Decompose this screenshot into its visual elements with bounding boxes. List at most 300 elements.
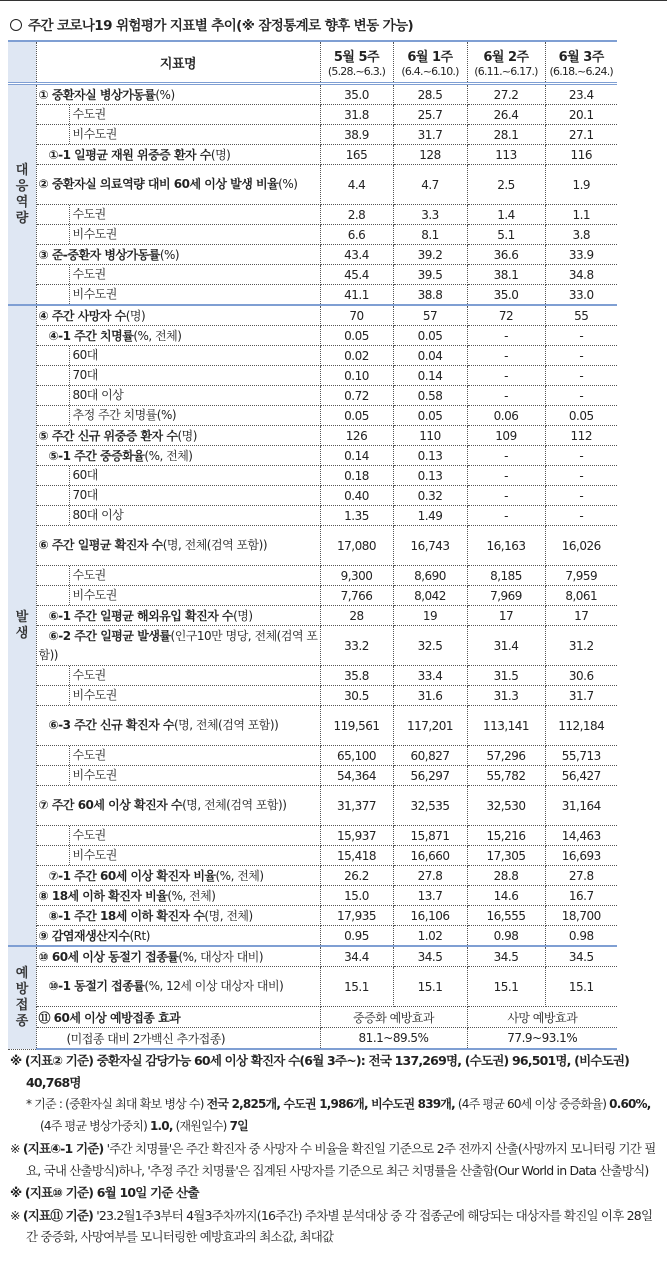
indicator-main: ⑥ 주간 일평균 확진자 수 [38,538,163,552]
value-cell: 1.9 [545,165,617,205]
indicator-main: ④-1 주간 치명률 [48,329,134,343]
indicator-unit: (%, 전체) [215,869,264,883]
value-cell: 34.5 [393,946,467,967]
value-cell: - [467,366,545,386]
indicator-main: ① 중환자실 병상가동률 [38,88,156,102]
effect-severe-value: 81.1~89.5% [320,1028,467,1050]
indicator-main: ⑧ 18세 이하 확진자 비율 [38,889,168,903]
value-cell: 0.02 [320,346,393,366]
value-cell: 45.4 [320,265,393,285]
indicator-name [36,566,320,586]
indicator-unit: (명) [125,309,146,323]
table-row [8,786,617,826]
effect-value-row [8,1028,617,1050]
value-cell: 72 [467,305,545,326]
effect-death-value: 77.9~93.1% [467,1028,617,1050]
indicator-label [39,629,318,662]
indicator-name [36,165,320,205]
indicator-unit: (%) [155,88,175,102]
table-row [8,606,617,626]
table-row [8,946,617,967]
value-cell: 1.4 [467,205,545,225]
value-cell: 33.9 [545,245,617,265]
value-cell: 35.0 [320,84,393,105]
indicator-label [39,88,175,102]
value-cell: 32.5 [393,626,467,666]
value-cell: 0.14 [320,446,393,466]
value-cell: 57,296 [467,746,545,766]
table-row [8,506,617,526]
indicator-name [36,906,320,926]
indicator-name [36,225,320,245]
value-cell: - [467,506,545,526]
value-cell: 38.8 [393,285,467,306]
top-border [0,0,667,1]
indicator-name [36,826,320,846]
value-cell: 31.6 [393,686,467,706]
indicator-label [39,718,279,732]
value-cell: 0.04 [393,346,467,366]
footnote [10,1182,660,1204]
footnotes [10,1050,660,1249]
indicator-unit: (명) [177,429,197,443]
indicator-table [8,40,617,1050]
value-cell: 165 [320,145,393,165]
table-row [8,866,617,886]
indicator-name [36,926,320,947]
value-cell: 15.1 [545,967,617,1007]
value-cell: 31.5 [467,666,545,686]
value-cell: 60,827 [393,746,467,766]
indicator-label [39,449,193,463]
indicator-unit: (%, 전체) [167,889,216,903]
value-cell: 16,693 [545,846,617,866]
region-label: 수도권 [69,666,318,685]
region-label: 70대 [69,366,318,385]
value-cell: 119,561 [320,706,393,746]
indicator-name [36,265,320,285]
indicator-unit: (명, 전체(검역 포함)) [173,718,279,732]
table-row [8,566,617,586]
table-row [8,386,617,406]
value-cell: 112 [545,426,617,446]
indicator-main: ⑦ 주간 60세 이상 확진자 수 [38,798,183,812]
indicator-name [36,446,320,466]
indicator-unit: (%, 전체) [133,329,182,343]
value-cell: 8.1 [393,225,467,245]
value-cell: - [545,346,617,366]
header-week-2: 6월 1주 (6.4.~6.10.) [393,41,467,84]
indicator-main: ④ 주간 사망자 수 [38,309,126,323]
value-cell: 0.10 [320,366,393,386]
indicator-name [36,886,320,906]
value-cell: 3.3 [393,205,467,225]
value-cell: 31,377 [320,786,393,826]
indicator-unit: (%) [159,248,180,262]
indicator-name [36,366,320,386]
indicator-name [36,786,320,826]
indicator-unit: (%, 12세 이상 대상자 대비) [144,979,284,993]
value-cell: 25.7 [393,105,467,125]
indicator-label [39,889,216,903]
region-label: 60대 [69,466,318,485]
value-cell: 56,297 [393,766,467,786]
footnote [10,1050,660,1093]
value-cell: 57 [393,305,467,326]
circle-bullet-icon [10,19,22,31]
value-cell: - [467,326,545,346]
value-cell: 4.4 [320,165,393,205]
value-cell: - [467,466,545,486]
footnote [10,1094,660,1137]
indicator-label [39,909,253,923]
value-cell: 30.6 [545,666,617,686]
value-cell: 112,184 [545,706,617,746]
table-row [8,225,617,245]
value-cell: 35.0 [467,285,545,306]
table-row [8,346,617,366]
value-cell: 56,427 [545,766,617,786]
value-cell: 31.7 [393,125,467,145]
indicator-label [39,869,264,883]
region-label: 60대 [69,346,318,365]
value-cell: 31,164 [545,786,617,826]
value-cell: 33.4 [393,666,467,686]
indicator-name [36,846,320,866]
value-cell: 36.6 [467,245,545,265]
value-cell: 0.05 [320,406,393,426]
indicator-name [36,626,320,666]
value-cell: 34.5 [545,946,617,967]
table-row [8,366,617,386]
indicator-main: ⑥-3 주간 신규 확진자 수 [48,718,174,732]
indicator-name [36,606,320,626]
indicator-label [39,329,182,343]
value-cell: 0.72 [320,386,393,406]
value-cell: 16.7 [545,886,617,906]
value-cell: 0.05 [393,406,467,426]
value-cell: 70 [320,305,393,326]
indicator-main: ② 중환자실 의료역량 대비 60세 이상 발생 비율 [38,177,279,191]
region-label: 수도권 [69,746,318,765]
region-label: 비수도권 [69,285,318,304]
value-cell: 0.14 [393,366,467,386]
indicator-name [36,946,320,967]
value-cell: 0.05 [545,406,617,426]
table-row [8,526,617,566]
value-cell: 27.8 [393,866,467,886]
value-cell: 0.95 [320,926,393,947]
table-row [8,125,617,145]
effect-severe-header: 중증화 예방효과 [320,1007,467,1028]
region-label: 수도권 [69,826,318,845]
region-label: 70대 [69,486,318,505]
value-cell: 15.1 [467,967,545,1007]
value-cell: 128 [393,145,467,165]
value-cell: 31.3 [467,686,545,706]
footnote-text: (지표⑪ 기준) [22,1207,94,1223]
region-label: 80대 이상 [69,386,318,405]
table-row [8,826,617,846]
value-cell: 0.05 [320,326,393,346]
value-cell: - [545,506,617,526]
footnote-text: ※ (지표⑩ 기준) 6월 10일 기준 산출 [10,1185,199,1200]
region-label: 비수도권 [69,586,318,605]
value-cell: 1.1 [545,205,617,225]
indicator-label [39,248,180,262]
footnote-text: (재원일수) [172,1118,230,1133]
value-cell: 28 [320,606,393,626]
value-cell: 26.4 [467,105,545,125]
value-cell: 0.98 [545,926,617,947]
page-title [10,14,413,34]
value-cell: 3.8 [545,225,617,245]
value-cell: - [545,466,617,486]
value-cell: 15.1 [393,967,467,1007]
value-cell: 2.5 [467,165,545,205]
indicator-unit: (명, 전체) [204,909,253,923]
indicator-unit: (명, 전체(검역 포함)) [162,538,268,552]
indicator-name [36,406,320,426]
footnote-text: 7일 [229,1118,248,1133]
value-cell: 113 [467,145,545,165]
value-cell: 109 [467,426,545,446]
indicator-label [39,979,284,993]
value-cell: 7,959 [545,566,617,586]
indicator-name [36,426,320,446]
region-label: 비수도권 [69,846,318,865]
indicator-main: ⑦-1 주간 60세 이상 확진자 비율 [48,869,216,883]
region-label: 비수도권 [69,686,318,705]
value-cell: 16,163 [467,526,545,566]
table-row [8,326,617,346]
indicator-name [36,746,320,766]
indicator-name [36,967,320,1007]
indicator-main: ⑤ 주간 신규 위중증 환자 수 [38,429,178,443]
indicator-unit: (인구10만 명당, 전체(검역 포함)) [38,628,318,662]
table-row [8,466,617,486]
value-cell: 16,026 [545,526,617,566]
value-cell: - [467,446,545,466]
value-cell: 55,782 [467,766,545,786]
footnote-text: 0.60%, [609,1097,651,1111]
value-cell: 0.32 [393,486,467,506]
value-cell: 14,463 [545,826,617,846]
region-label: 비수도권 [69,225,318,244]
indicator-main: ⑤-1 주간 중증화율 [48,449,145,463]
value-cell: 110 [393,426,467,446]
effect-sublabel: (미접종 대비 2가백신 추가접종) [36,1028,320,1050]
value-cell: 15,418 [320,846,393,866]
indicator-label [39,798,287,812]
value-cell: 14.6 [467,886,545,906]
footnote-text: ※ (지표② 기준) 중환자실 감당가능 60세 이상 확진자 수(6월 3주~): 전국 137,269명, (수도권) 96,501명, (비수도권) 40,768명 [10,1053,630,1090]
value-cell: 32,530 [467,786,545,826]
footnote-text: 1.0, [149,1118,173,1133]
value-cell: 16,555 [467,906,545,926]
region-label: 수도권 [69,205,318,224]
indicator-main: ⑥-2 주간 일평균 발생률 [48,628,171,643]
value-cell: 0.98 [467,926,545,947]
indicator-name [36,125,320,145]
footnote-text: 전국 2,825개, 수도권 1,986개, 비수도권 839개, [206,1097,455,1111]
value-cell: 55 [545,305,617,326]
section-label: 대응역량 [8,84,36,306]
value-cell: - [467,346,545,366]
value-cell: 4.7 [393,165,467,205]
indicator-name [36,205,320,225]
value-cell: 17,080 [320,526,393,566]
indicator-name [36,766,320,786]
region-label: 비수도권 [69,766,318,785]
footnote-text: '주간 치명률'은 주간 확진자 중 사망자 수 비율을 확진일 기준으로 2주 전까지 산출(사망까지 모니터링 기간 필요, 국내 산출방식)하나, '추정 주간 치명률'은 집계된 사망자를 기준으로 최근 치명률을 산출함(Our World in Data 산출방식) [26,1141,656,1178]
table-row [8,486,617,506]
table-row [8,586,617,606]
indicator-label [39,609,253,623]
value-cell: 0.05 [393,326,467,346]
footnote-text: * 기준 : (중환자실 최대 확보 병상 수) [26,1097,207,1111]
value-cell: 31.7 [545,686,617,706]
value-cell: 8,185 [467,566,545,586]
effect-label: ⑪ 60세 이상 예방접종 효과 [36,1007,320,1028]
indicator-name [36,386,320,406]
indicator-label [39,177,298,191]
region-label: 비수도권 [69,125,318,144]
indicator-name [36,105,320,125]
value-cell: 16,743 [393,526,467,566]
value-cell: 39.2 [393,245,467,265]
value-cell: 0.06 [467,406,545,426]
value-cell: - [545,366,617,386]
footnote-text: '23.2월1주3부터 4월3주차까지(16주간) 주차별 분석대상 중 각 접종군에 해당되는 대상자를 확진일 이후 28일간 중증화, 사망여부를 모니터링한 예방효과의 최소값, 최대값 [26,1207,653,1244]
table-row [8,426,617,446]
value-cell: 2.8 [320,205,393,225]
indicator-name [36,245,320,265]
indicator-name [36,305,320,326]
footnote-text: (4주 평균 60세 이상 중증화율) [454,1097,610,1111]
table-row [8,105,617,125]
indicator-label [39,429,197,443]
indicator-unit: (명) [210,148,231,162]
table-row [8,285,617,306]
value-cell: 16,660 [393,846,467,866]
indicator-main: ⑩-1 동절기 접종률 [48,979,145,993]
value-cell: - [545,446,617,466]
indicator-name [36,686,320,706]
value-cell: 5.1 [467,225,545,245]
indicator-unit: (Rt) [129,929,150,943]
region-label: 수도권 [69,265,318,284]
value-cell: 33.0 [545,285,617,306]
header-indicator-name: 지표명 [36,41,320,84]
value-cell: 39.5 [393,265,467,285]
table-row [8,846,617,866]
indicator-main: ⑧-1 주간 18세 이하 확진자 수 [48,909,205,923]
indicator-name [36,285,320,306]
value-cell: 9,300 [320,566,393,586]
table-row [8,626,617,666]
indicator-name [36,466,320,486]
value-cell: 34.5 [467,946,545,967]
value-cell: - [545,486,617,506]
header-week-3: 6월 2주 (6.11.~6.17.) [467,41,545,84]
value-cell: 1.02 [393,926,467,947]
value-cell: 65,100 [320,746,393,766]
value-cell: 8,061 [545,586,617,606]
value-cell: - [467,486,545,506]
value-cell: 34.8 [545,265,617,285]
value-cell: 0.18 [320,466,393,486]
footnote [10,1138,660,1181]
effect-death-header: 사망 예방효과 [467,1007,617,1028]
value-cell: 15,937 [320,826,393,846]
value-cell: 20.1 [545,105,617,125]
indicator-main: ①-1 일평균 재원 위중증 환자 수 [48,148,211,162]
table-row [8,926,617,947]
value-cell: 43.4 [320,245,393,265]
value-cell: - [545,386,617,406]
value-cell: 17 [545,606,617,626]
indicator-label [39,538,268,552]
indicator-name [36,145,320,165]
value-cell: 35.8 [320,666,393,686]
table-row [8,245,617,265]
indicator-label [39,950,264,964]
table-row [8,886,617,906]
value-cell: 30.5 [320,686,393,706]
value-cell: 15.0 [320,886,393,906]
value-cell: - [545,326,617,346]
region-label: 수도권 [69,566,318,585]
footnote-text: (지표④-1 기준) [22,1141,104,1156]
footnote-text: ※ [10,1207,23,1223]
indicator-unit: (%) [278,177,298,191]
value-cell: 32,535 [393,786,467,826]
value-cell: 126 [320,426,393,446]
indicator-unit: (명) [233,609,253,623]
indicator-name [36,666,320,686]
table-row [8,766,617,786]
value-cell: 17,935 [320,906,393,926]
value-cell: 16,106 [393,906,467,926]
indicator-name [36,526,320,566]
value-cell: 15.1 [320,967,393,1007]
indicator-name [36,486,320,506]
value-cell: 13.7 [393,886,467,906]
table-row [8,746,617,766]
indicator-unit: (%, 전체) [144,449,193,463]
indicator-main: ③ 준-중환자 병상가동률 [38,248,160,262]
value-cell: 38.1 [467,265,545,285]
footnote [10,1205,660,1248]
value-cell: 54,364 [320,766,393,786]
table-row [8,706,617,746]
value-cell: 27.1 [545,125,617,145]
indicator-name [36,866,320,886]
value-cell: 19 [393,606,467,626]
effect-row [8,1007,617,1028]
value-cell: 41.1 [320,285,393,306]
table-row [8,686,617,706]
value-cell: 0.13 [393,446,467,466]
indicator-name [36,346,320,366]
value-cell: 31.2 [545,626,617,666]
indicator-name [36,84,320,105]
value-cell: 15,216 [467,826,545,846]
value-cell: 55,713 [545,746,617,766]
table-row [8,967,617,1007]
footnote-text: ※ [10,1141,23,1156]
